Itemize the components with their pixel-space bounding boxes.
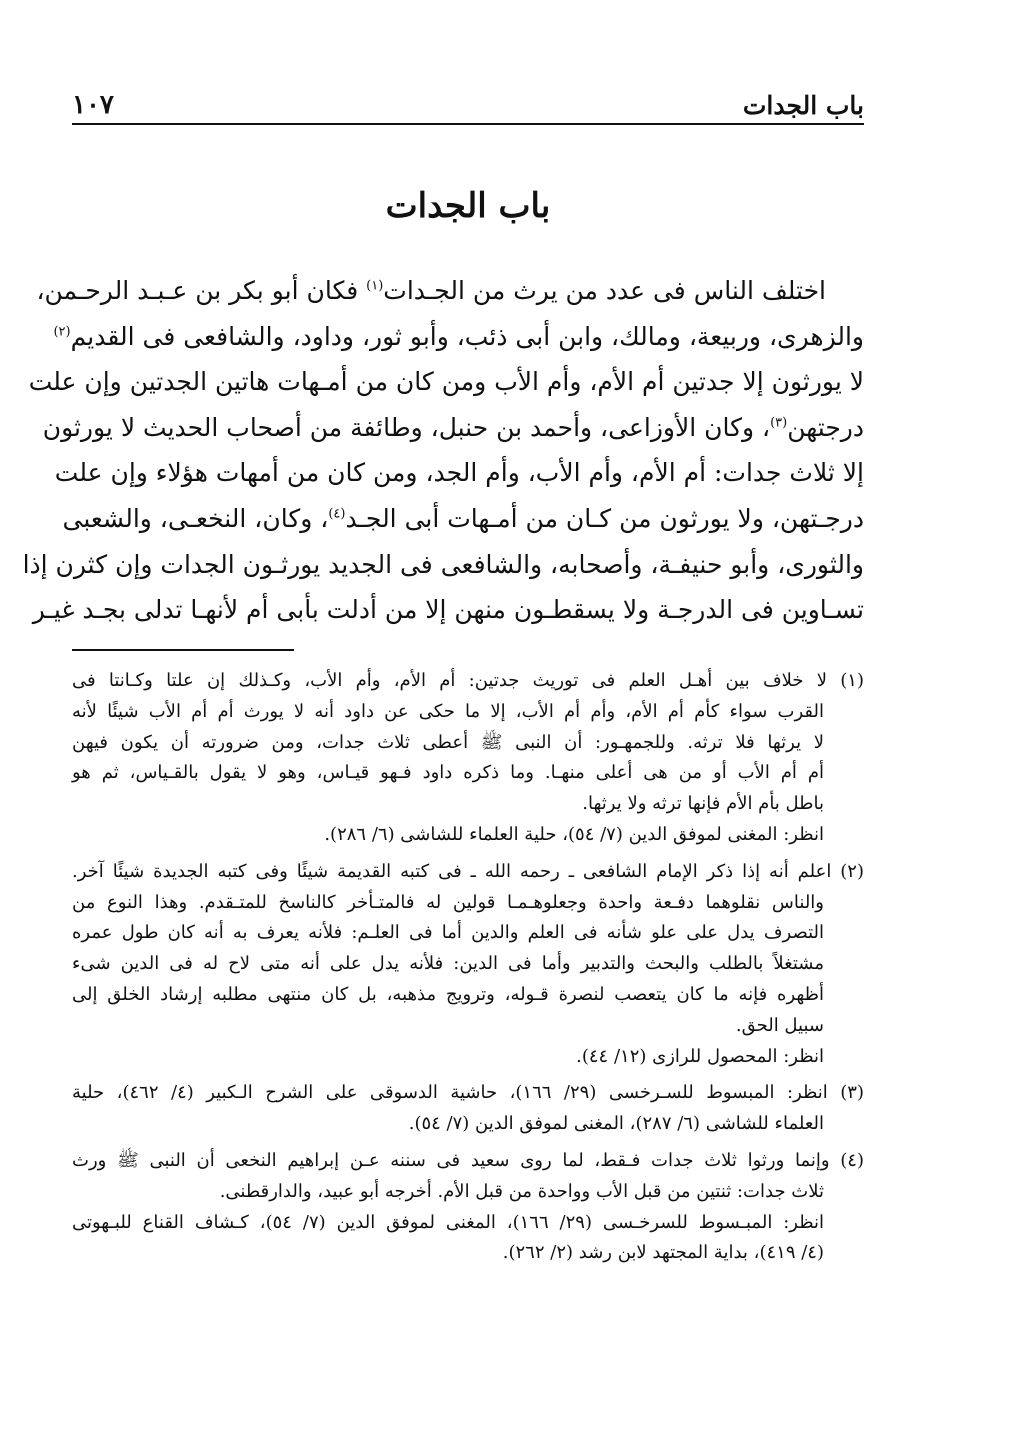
body-line: لا يورثون إلا جدتين أم الأم، وأم الأب ومن كان من أمـهات هاتين الجدتين وإن علت [28,367,864,397]
running-title: باب الجدات [742,91,864,120]
chapter-title: باب الجدات [385,186,551,226]
footnote-3 [72,1078,864,1140]
body-text-segment: والزهرى، وربيعة، ومالك، وابن أبى ذئب، وأبو ثور، وداود، والشافعى فى القديم [70,321,864,351]
footnote-line: العلماء للشاشى (٦/ ٢٨٧)، المغنى لموفق الدين (٧/ ٥٤). [408,1113,824,1135]
footnote-marker: (٤) [328,506,346,522]
footnote-4 [72,1146,864,1269]
body-line [62,496,864,542]
body-text-segment: ، وكان الأوزاعى، وأحمد بن حنبل، وطائفة من أصحاب الحديث لا يورثون [42,412,771,442]
body-text-segment: درجتهن [787,412,864,442]
footnote-line: أم أم الأب أو من هى أعلى منهـا. وما ذكره داود فـهو قيـاس، وهو لا يقول بالقـياس، ثم هو [72,762,824,784]
body-line [53,314,864,360]
footnote-line: مشتغلاً بالطلب والبحث والتدبير وأما فى الدين: فلأنه يدل على أنه متى لاح له فى الدين شىء [72,953,824,975]
body-line [42,405,864,451]
footnote-marker: (٣) [770,415,788,431]
footnote-2 [72,857,864,1073]
footnotes [72,666,864,1269]
footnote-line: (٢) اعلم أنه إذا ذكر الإمام الشافعى ـ رحمه الله ـ فى كتبه القديمة شيئًا وفى كتبه الجديدة شيئًا آخر. [72,860,864,882]
footnote-line: أظهره فإنه ما كان يتعصب لنصرة قـوله، وترويج مذهبه، بل كان منتهى مطلبه إرشاد الخلق إلى [72,983,824,1005]
footnote-marker: (٢) [53,324,71,340]
footnote-line: التصرف يدل على علو شأنه فى العلم والدين أما فى العلـم: فلأنه يعرف به أنه كان طول عمره [72,922,824,944]
page-number: ١٠٧ [72,90,114,120]
body-line [36,268,864,314]
book-page [22,78,864,1398]
footnote-line: لا يرثها فلا ترثه. وللجمهـور: أن النبى ﷺ أعطى ثلاث جدات، ومن ضرورته أن يكون فيهن [72,731,824,753]
footnote-line: باطل بأم الأم فإنها ترثه ولا يرثها. [582,793,824,815]
body-text-segment: ، وكان، النخعـى، والشعبى [62,503,329,533]
body-line: تسـاوين فى الدرجـة ولا يسقطـون منهن إلا من أدلت بأبى أم لأنهـا تدلى بجـد غيـر [32,595,864,625]
footnote-line: والناس نقلوهما دفـعة واحدة وجعلوهـمـا قولين له فالمتـأخر كالناسخ للمتـقدم. وهذا النوع من [72,891,824,913]
footnote-source: انظر: المحصول للرازى (١٢/ ٤٤). [576,1045,824,1067]
footnote-line: (٤/ ٤١٩)، بداية المجتهد لابن رشد (٢/ ٢٦٢). [502,1242,824,1264]
body-line: إلا ثلاث جدات: أم الأم، وأم الأب، وأم الجد، ومن كان من أمهات هؤلاء وإن علت [54,458,864,488]
body-text-segment: فكان أبو بكر بن عـبـد الرحـمن، [36,276,367,305]
footnote-1 [72,666,864,851]
header-rule [72,123,864,125]
footnote-line: انظر: المبـسوط للسرخـسى (٢٩/ ١٦٦)، المغنى لموفق الدين (٧/ ٥٤)، كـشاف القناع للبـهوتى [72,1211,825,1233]
footnote-separator [72,649,294,651]
body-text-segment: درجـتهن، ولا يورثون من كـان من أمـهات أبى الجـد [345,503,864,533]
running-header [72,78,864,120]
footnote-line: (٣) انظر: المبسوط للسـرخسى (٢٩/ ١٦٦)، حاشية الدسوقى على الشرح الـكبير (٤/ ٤٦٢)، حلية [72,1082,864,1104]
body-text-segment: اختلف الناس فى عدد من يرث من الجـدات [383,276,826,305]
body-text [22,268,864,633]
footnote-line: (١) لا خلاف بين أهـل العلم فى توريث جدتين: أم الأم، وأم الأب، وكـذلك إن علتا وكـانتا فى [72,670,864,691]
footnote-source: انظر: المغنى لموفق الدين (٧/ ٥٤)، حلية العلماء للشاشى (٦/ ٢٨٦). [324,823,824,845]
footnote-line: (٤) وإنما ورثوا ثلاث جدات فـقط، لما روى سعيد فى سننه عـن إبراهيم النخعى أن النبى ﷺ ورث [72,1149,864,1171]
body-line: والثورى، وأبو حنيفـة، وأصحابه، والشافعى فى الجديد يورثـون الجدات وإن كثرن إذا [22,549,864,579]
footnote-line: سبيل الحق. [735,1014,824,1036]
footnote-line: ثلاث جدات: ثنتين من قبل الأب وواحدة من قبل الأم. أخرجه أبو عبيد، والدارقطنى. [219,1180,824,1202]
footnote-marker: (١) [366,278,384,294]
footnote-line: القرب سواء كأم أم الأم، وأم أم الأب، إلا ما حكى عن داود أنه لا يورث أم أم الأب شيئًا لأنه [72,700,824,722]
